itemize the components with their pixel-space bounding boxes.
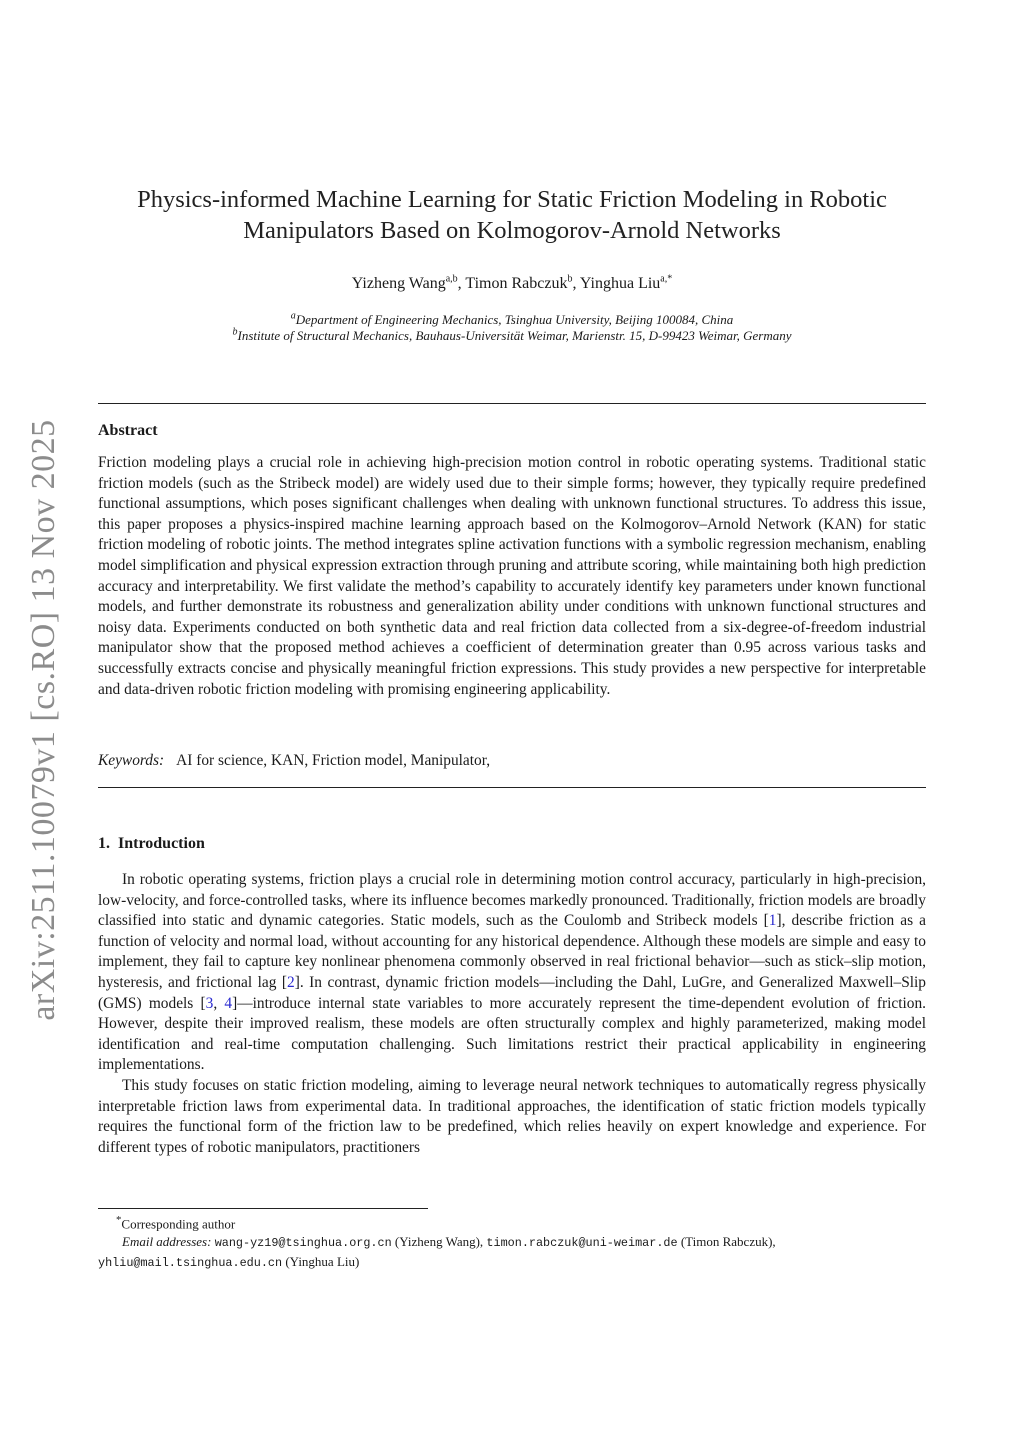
title-line-1: Physics-informed Machine Learning for Static Friction Modeling in Robotic [137,186,887,213]
introduction-body [98,870,926,1158]
keywords-text: AI for science, KAN, Friction model, Manipulator, [176,752,491,769]
email-owner: (Yinghua Liu) [285,1253,360,1269]
section-title: Introduction [118,835,205,852]
intro-text-segment: , [213,994,225,1012]
footnote-emails-cont [98,1253,926,1273]
author-name: Yinghua Liu [579,275,661,292]
author-superscript: b [567,273,573,285]
footnote-corresponding-text: Corresponding author [121,1216,236,1232]
abstract-body: Friction modeling plays a crucial role in achieving high-precision motion control in robotic operating systems. Traditional static friction models (such as the Stribeck model) are widely used due to their simple forms; however, they typically require predefined functional assumptions, which poses significant challenges when dealing with unknown functional structures. To address this issue, this paper proposes a physics-inspired machine learning approach based on the Kolmogorov–Arnold Network (KAN) for static friction modeling of robotic joints. The method integrates spline activation functions with a symbolic regression mechanism, enabling model simplification and physical expression extraction through pruning and attribute scoring, while maintaining both high prediction accuracy and interpretability. We first validate the method’s capability to accurately identify key parameters under known functional models, and further demonstrate its robustness and generalization ability under conditions with unknown functional structures and noisy data. Experiments conducted on both synthetic data and real friction data collected from a six-degree-of-freedom industrial manipulator show that the proposed method achieves a coefficient of determination greater than 0.95 across various tasks and successfully extracts concise and physically meaningful friction expressions. This study provides a new perspective for interpretable and data-driven robotic friction modeling with promising engineering applicability. [98,454,926,698]
abstract-top-rule [98,403,926,404]
affiliation-text: Institute of Structural Mechanics, Bauhaus-Universität Weimar, Marienstr. 15, D-99423 Weimar, Germany [237,328,792,343]
citation-link[interactable]: 1 [768,912,777,930]
author-list: Yizheng Wang$^{a,b}$, Timon Rabczuk$^b$, Yinghua Liu$^{a,*}$ [351,273,673,292]
affiliation-mark: b [232,326,238,338]
title-line-2: Manipulators Based on Kolmogorov-Arnold Networks [243,217,781,244]
citation-link[interactable]: 2 [287,973,295,991]
email-owner: (Timon Rabczuk), [680,1233,776,1249]
affiliation-mark: a [290,310,296,322]
affiliation-b [98,327,926,344]
footnote-emails [98,1233,926,1253]
affiliation-a [98,311,926,328]
author-name: Timon Rabczuk [465,275,568,292]
citation-link[interactable]: 4 [224,994,233,1012]
footnote-rule [98,1208,428,1209]
abstract-heading: Abstract [98,422,158,439]
intro-paragraph-2: This study focuses on static friction modeling, aiming to leverage neural network techniques to automatically regress physically interpretable friction laws from experimental data. In traditional approaches, the identification of static friction models typically requires the functional form of the friction law to be predefined, which relies heavily on expert knowledge and experience. For different types of robotic manipulators, practitioners [98,1076,926,1156]
keywords [98,751,926,771]
paper-title [98,184,926,246]
keywords-label: Keywords: [98,752,165,769]
section-number: 1. [98,835,110,852]
intro-text-segment: ]. In contrast, dynamic friction models—including the Dahl, LuGre, and Generalized Maxwell–Slip (GMS) models [ [98,973,926,1012]
footnote [98,1212,926,1272]
arxiv-side-stamp: arXiv:2511.10079v1 [cs.RO] 13 Nov 2025 [25,419,62,1021]
abstract-bottom-rule [98,787,926,788]
footnote-corresponding [98,1212,926,1233]
email-link[interactable]: yhliu@mail.tsinghua.edu.cn [98,1255,283,1270]
author-name: Yizheng Wang [351,275,446,292]
intro-text-segment: ], describe friction as a function of velocity and normal load, without accounting for any historical dependence. Although these models are simple and easy to implement, they fail to capture key nonlinear phenomena commonly observed in real frictional behavior—such as stick–slip motion, hysteresis, and frictional lag [ [98,912,926,991]
email-link[interactable]: timon.rabczuk@uni-weimar.de [486,1235,678,1250]
intro-paragraph-1 [98,870,926,1076]
citation-link[interactable]: 3 [205,994,214,1012]
affiliation-text: Department of Engineering Mechanics, Tsinghua University, Beijing 100084, China [295,312,734,327]
author-superscript: a,b [445,273,458,285]
email-label: Email addresses: [122,1233,212,1249]
section-heading-introduction [98,835,205,853]
intro-text-segment: In robotic operating systems, friction plays a crucial role in determining motion control accuracy, particularly in high-precision, low-velocity, and force-controlled tasks, where its influence becomes markedly pronounced. Traditionally, friction models are broadly classified into static and dynamic categories. Static models, such as the Coulomb and Stribeck models [ [98,871,926,930]
author-superscript: a,* [660,273,673,285]
intro-text-segment: ]—introduce internal state variables to more accurately represent the time-dependent evolution of friction. However, despite their improved realism, these models are often structurally complex and highly parameterized, making model identification and real-time computation challenging. Such limitations restrict their practical applicability in engineering implementations. [98,994,927,1074]
footnote-mark: * [116,1214,122,1226]
email-link[interactable]: wang-yz19@tsinghua.org.cn [214,1235,392,1250]
email-owner: (Yizheng Wang), [394,1233,484,1249]
